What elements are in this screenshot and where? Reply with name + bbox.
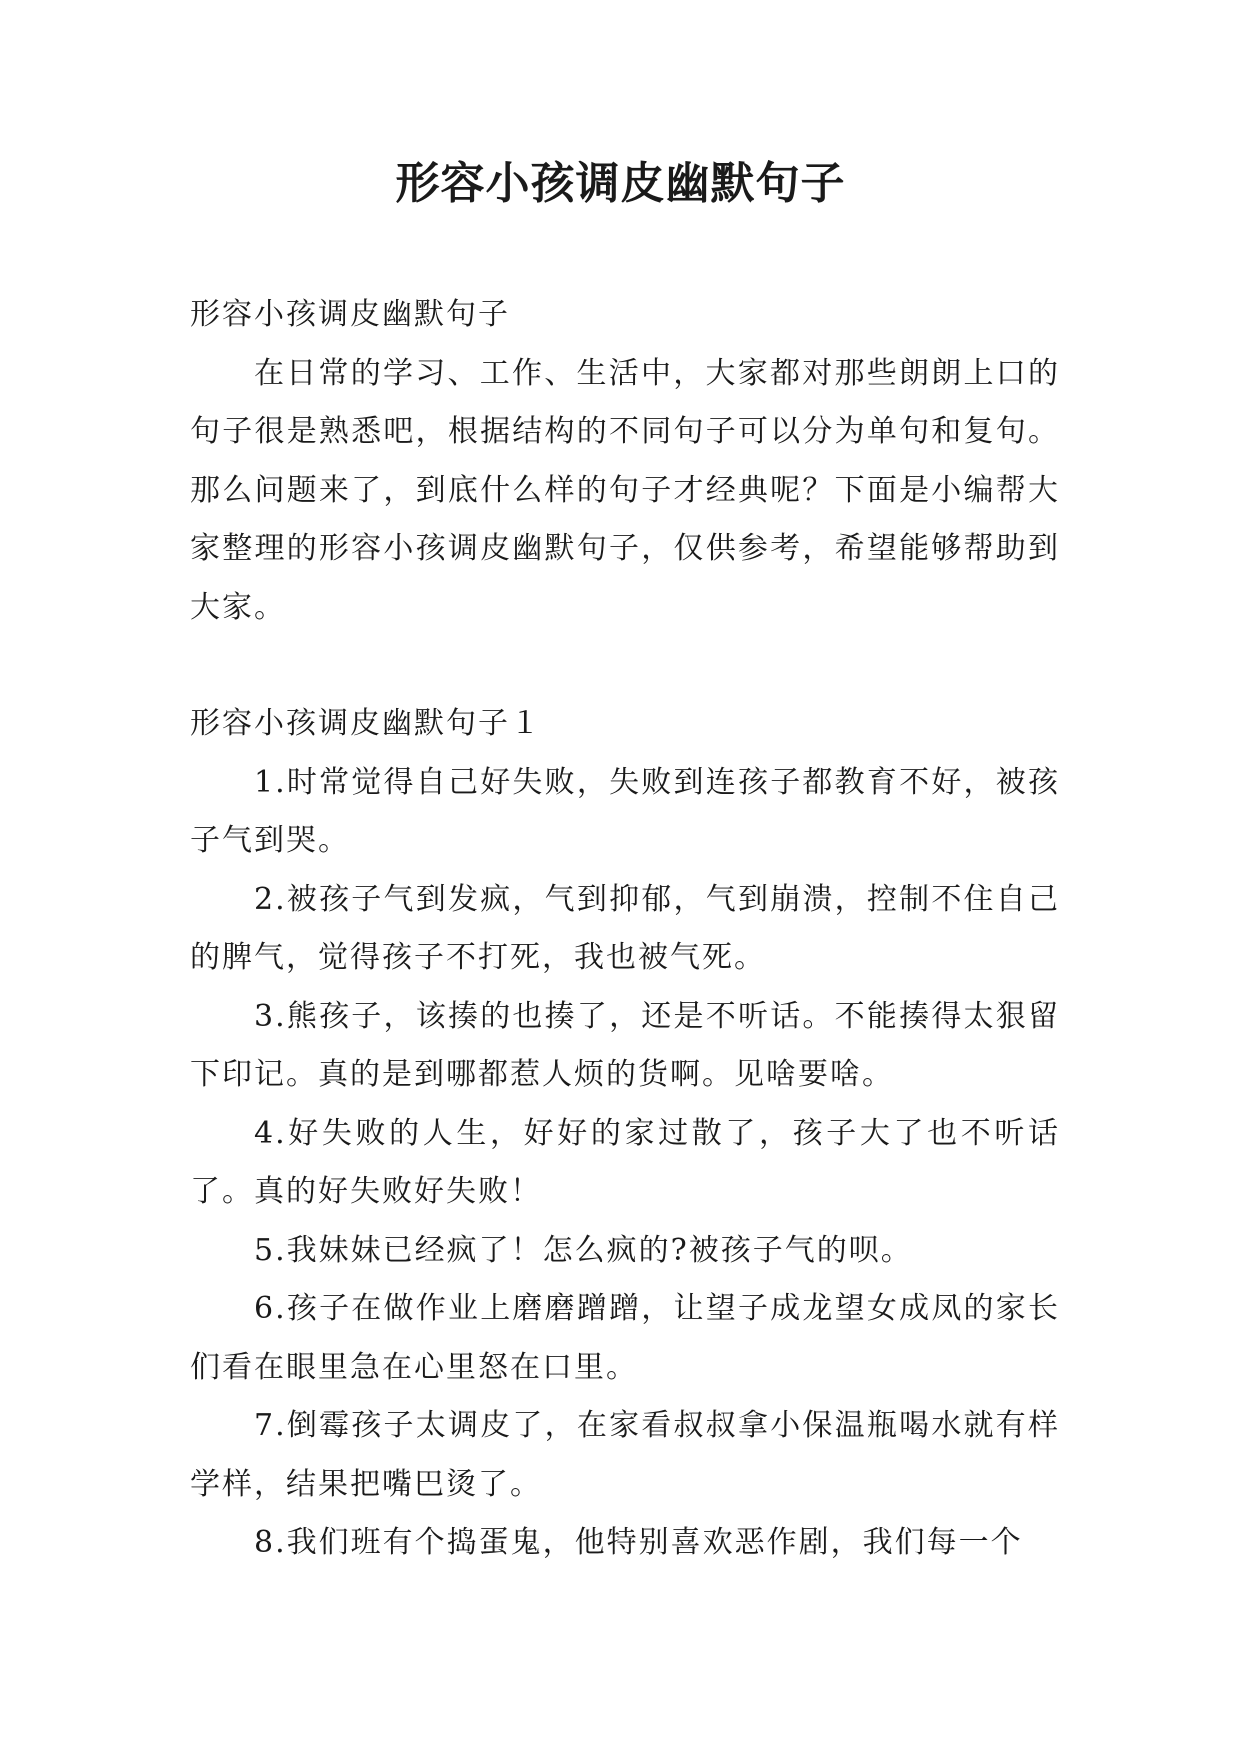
section-heading: 形容小孩调皮幽默句子１ [190,706,542,741]
document-title: 形容小孩调皮幽默句子 [395,158,846,209]
list-item-5: 5.我妹妹已经疯了！怎么疯的?被孩子气的呗。 [254,1232,913,1268]
list-item-8: 8.我们班有个捣蛋鬼，他特别喜欢恶作剧，我们每一个 [254,1525,1023,1560]
list-item-3: 3.熊孩子，该揍的也揍了，还是不听话。不能揍得太狠留下印记。真的是到哪都惹人烦的货啊。见啥要啥。 [190,998,1060,1092]
document-body [190,286,1060,1573]
document-subtitle: 形容小孩调皮幽默句子 [190,297,510,332]
list-item-2: 2.被孩子气到发疯，气到抑郁，气到崩溃，控制不住自己的脾气，觉得孩子不打死，我也被气死。 [190,881,1060,975]
paragraph-gap [190,637,1060,695]
list-item-1: 1.时常觉得自己好失败，失败到连孩子都教育不好，被孩子气到哭。 [190,764,1060,858]
list-item-7: 7.倒霉孩子太调皮了，在家看叔叔拿小保温瓶喝水就有样学样，结果把嘴巴烫了。 [190,1408,1060,1502]
list-item-4: 4.好失败的人生，好好的家过散了，孩子大了也不听话了。真的好失败好失败！ [190,1115,1060,1209]
intro-paragraph: 在日常的学习、工作、生活中，大家都对那些朗朗上口的句子很是熟悉吧，根据结构的不同句子可以分为单句和复句。那么问题来了，到底什么样的句子才经典呢？下面是小编帮大家整理的形容小孩调皮幽默句子，仅供参考，希望能够帮助到大家。 [190,355,1060,625]
list-item-6: 6.孩子在做作业上磨磨蹭蹭，让望子成龙望女成凤的家长们看在眼里急在心里怒在口里。 [190,1291,1060,1385]
